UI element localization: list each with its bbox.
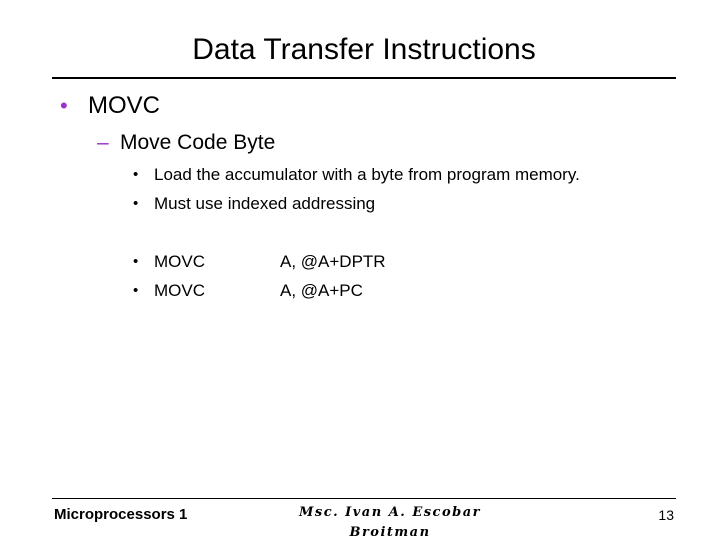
instruction-opcode: MOVC xyxy=(154,252,205,271)
bullet-text: Move Code Byte xyxy=(120,131,276,154)
bullet-text: Must use indexed addressing xyxy=(154,194,376,213)
footer-course: Microprocessors 1 xyxy=(54,506,188,523)
bullet-text: Load the accumulator with a byte from program memory. xyxy=(154,165,580,184)
bullet-dot-icon: • xyxy=(133,282,139,299)
dash-icon: – xyxy=(97,131,109,154)
bullet-dot-icon: • xyxy=(133,195,139,212)
footer-author-line2: Broitman xyxy=(349,525,431,540)
bullet-dot-icon: • xyxy=(133,253,139,270)
footer-author xyxy=(290,503,490,543)
bullet-text: MOVC xyxy=(88,92,160,119)
footer-author-line1: Msc. Ivan A. Escobar xyxy=(298,505,482,520)
bullet-dot-icon: • xyxy=(133,166,139,183)
bullet-dot-icon: • xyxy=(60,93,68,118)
slide-title: Data Transfer Instructions xyxy=(192,33,536,66)
instruction-operands: A, @A+PC xyxy=(280,281,363,300)
title-divider xyxy=(52,77,676,79)
instruction-operands: A, @A+DPTR xyxy=(280,252,386,271)
instruction-opcode: MOVC xyxy=(154,281,205,300)
footer-divider xyxy=(52,498,676,499)
page-number: 13 xyxy=(658,507,674,523)
